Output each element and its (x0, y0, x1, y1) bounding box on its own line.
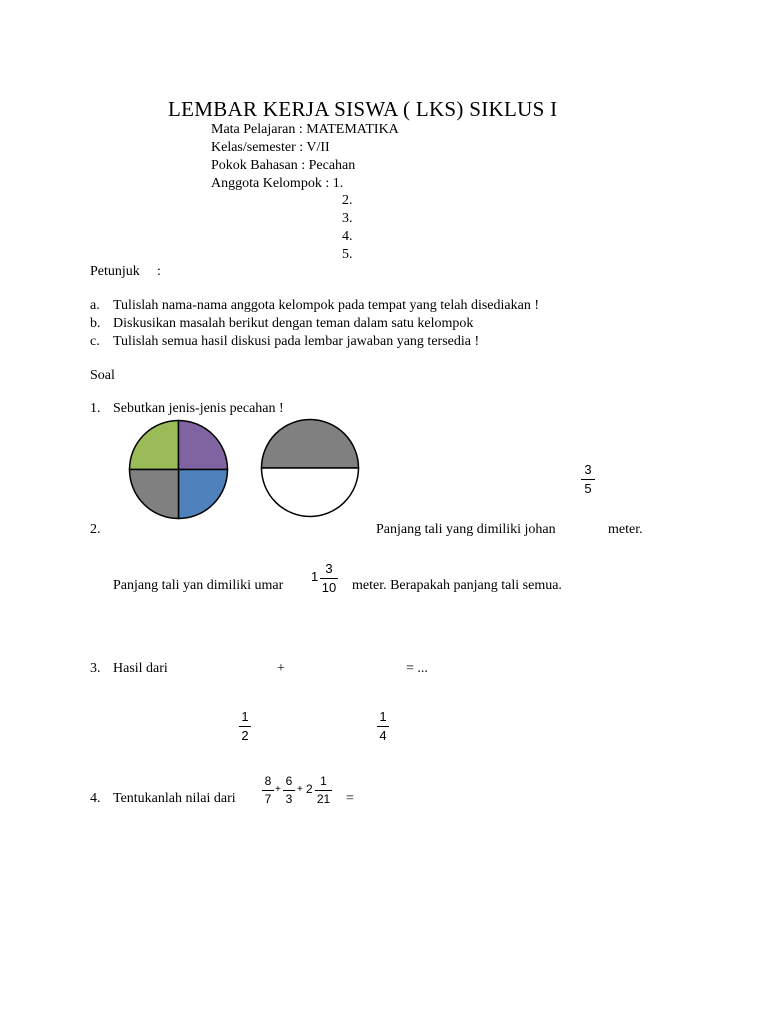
denominator: 2 (241, 728, 249, 743)
quarter-bottom-left (130, 470, 179, 519)
half-top (262, 420, 359, 468)
fraction-bar (262, 790, 274, 791)
denominator: 21 (316, 792, 331, 806)
fraction-bar (315, 790, 332, 791)
half-bottom (262, 468, 359, 516)
instruction-item: Tulislah semua hasil diskusi pada lembar jawaban yang tersedia ! (113, 334, 480, 349)
numerator: 3 (325, 561, 333, 576)
equals-ellipsis: = ... (406, 661, 428, 676)
denominator: 7 (264, 792, 272, 806)
member-number: 5. (342, 247, 353, 262)
fraction-bar (239, 726, 251, 727)
member-number: 2. (342, 193, 353, 208)
question-number: 4. (90, 791, 101, 806)
page-title: LEMBAR KERJA SISWA ( LKS) SIKLUS I (168, 97, 558, 121)
denominator: 4 (379, 728, 387, 743)
instructions-colon: : (157, 264, 161, 279)
quarter-top-right (179, 421, 228, 470)
question-1-text: Sebutkan jenis-jenis pecahan ! (113, 401, 284, 416)
soal-heading: Soal (90, 368, 115, 383)
list-marker: a. (90, 298, 100, 313)
half-circle-figure (260, 418, 360, 518)
question-number: 3. (90, 661, 101, 676)
class-line: Kelas/semester : V/II (211, 140, 330, 155)
question-2-text-b: Panjang tali yan dimiliki umar (113, 578, 284, 593)
numerator: 6 (285, 774, 293, 788)
question-2-meter: meter. (608, 522, 643, 537)
fraction-bar (581, 479, 595, 480)
denominator: 3 (285, 792, 293, 806)
member-number: 4. (342, 229, 353, 244)
group-line: Anggota Kelompok : 1. (211, 176, 344, 191)
instructions-heading: Petunjuk (90, 264, 140, 279)
question-2-text-a: Panjang tali yang dimiliki johan (376, 522, 556, 537)
fraction-eight-sevenths (262, 774, 274, 806)
plus-sign: + (275, 784, 281, 795)
quarter-circle-figure (128, 419, 229, 520)
denominator: 5 (584, 481, 592, 496)
member-number: 3. (342, 211, 353, 226)
instruction-item: Tulislah nama-nama anggota kelompok pada tempat yang telah disediakan ! (113, 298, 539, 313)
plus-sign: + (277, 661, 285, 676)
fraction-half (239, 709, 251, 743)
topic-line: Pokok Bahasan : Pecahan (211, 158, 356, 173)
quarter-top-left (130, 421, 179, 470)
fraction-bar (320, 578, 338, 579)
instruction-item: Diskusikan masalah berikut dengan teman dalam satu kelompok (113, 316, 474, 331)
plus-sign: + (297, 784, 303, 795)
fraction-bar (377, 726, 389, 727)
numerator: 8 (264, 774, 272, 788)
question-number: 2. (90, 522, 101, 537)
fraction-umar (320, 561, 338, 595)
subject-line: Mata Pelajaran : MATEMATIKA (211, 122, 399, 137)
list-marker: b. (90, 316, 101, 331)
list-marker: c. (90, 334, 100, 349)
quarter-bottom-right (179, 470, 228, 519)
question-4-text: Tentukanlah nilai dari (113, 791, 236, 806)
fraction-bar (283, 790, 295, 791)
equals-sign: = (346, 791, 354, 806)
numerator: 1 (379, 709, 387, 724)
fraction-six-thirds (283, 774, 295, 806)
question-2-text-c: meter. Berapakah panjang tali semua. (352, 578, 562, 593)
fraction-one-twentyfirst (315, 774, 332, 806)
mixed-whole: 1 (311, 569, 319, 584)
numerator: 3 (584, 462, 592, 477)
fraction-quarter (377, 709, 389, 743)
question-3-text: Hasil dari (113, 661, 168, 676)
numerator: 1 (320, 774, 327, 788)
question-number: 1. (90, 401, 101, 416)
mixed-whole: 2 (306, 782, 313, 796)
numerator: 1 (241, 709, 249, 724)
denominator: 10 (321, 580, 337, 595)
fraction-johan (581, 462, 595, 496)
